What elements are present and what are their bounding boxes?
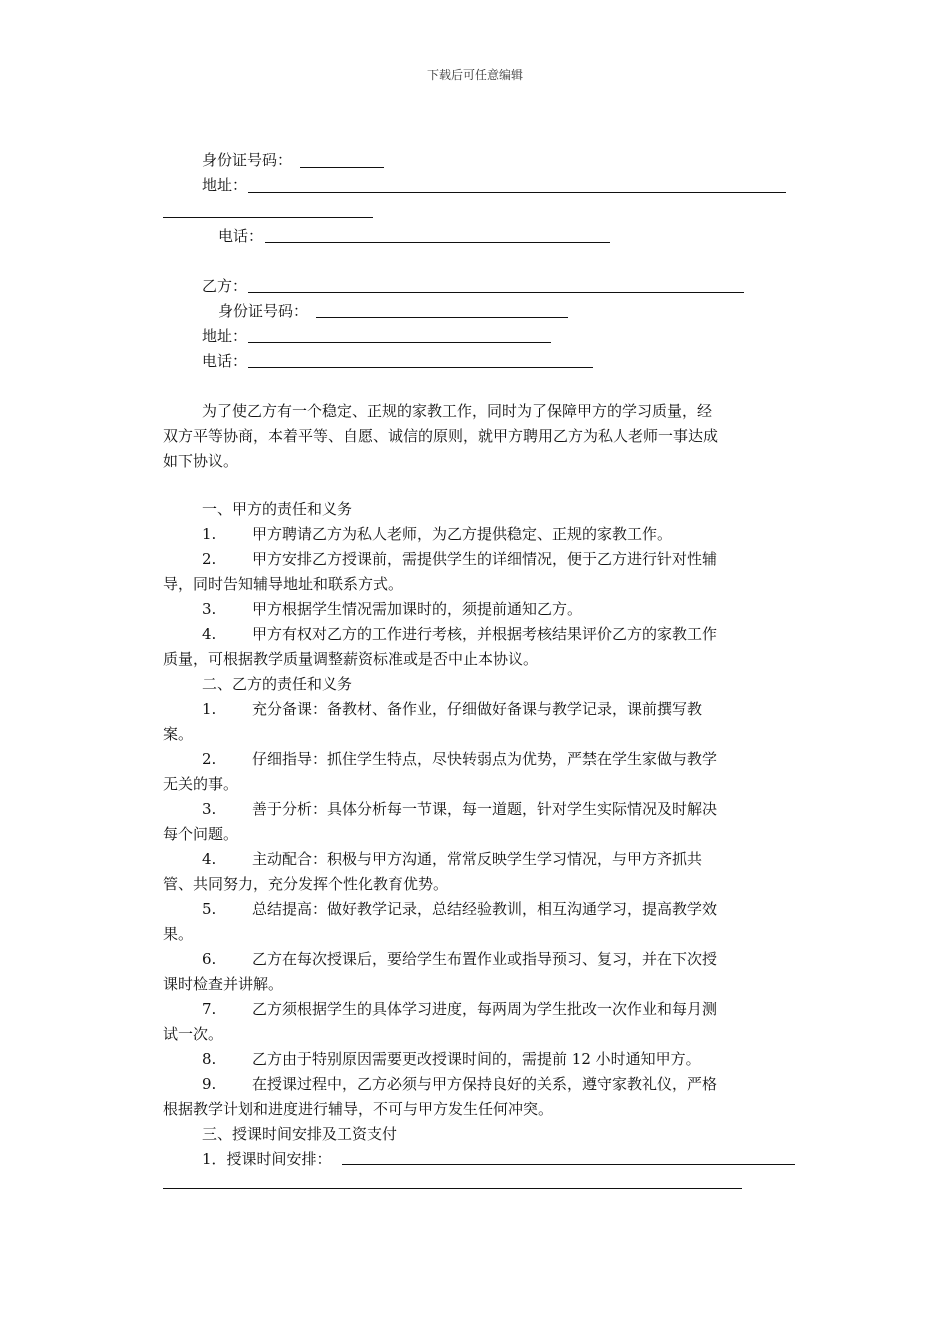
party-b-phone-label: 电话： — [202, 352, 248, 370]
page-header: 下载后可任意编辑 — [426, 68, 523, 82]
list-item — [202, 949, 717, 969]
item-text: 甲方有权对乙方的工作进行考核，并根据考核结果评价乙方的家教工作 — [252, 625, 718, 643]
item-number: 1. — [202, 700, 217, 718]
item-number: 8. — [202, 1050, 217, 1068]
item-number: 9. — [202, 1075, 217, 1093]
item-text: 总结提高：做好教学记录，总结经验教训，相互沟通学习，提高教学效 — [252, 900, 718, 918]
list-item — [202, 599, 582, 619]
preamble-line: 双方平等协商，本着平等、自愿、诚信的原则，就甲方聘用乙方为私人老师一事达成 — [163, 427, 719, 445]
list-item — [202, 1049, 701, 1069]
preamble-line: 如下协议。 — [163, 452, 239, 470]
party-b-id-label: 身份证号码： — [218, 302, 309, 320]
item-text-cont: 导，同时告知辅导地址和联系方式。 — [163, 575, 404, 593]
party-b-name-label: 乙方： — [202, 277, 248, 295]
list-item — [202, 624, 717, 644]
item-text-cont: 试一次。 — [163, 1025, 224, 1043]
schedule-blank[interactable] — [342, 1164, 795, 1165]
list-item — [202, 749, 717, 769]
item-text: 善于分析：具体分析每一节课，每一道题，针对学生实际情况及时解决 — [252, 800, 718, 818]
party-a-id-blank[interactable] — [300, 167, 384, 168]
item-text-cont: 根据教学计划和进度进行辅导，不可与甲方发生任何冲突。 — [163, 1100, 554, 1118]
item-text: 在授课过程中，乙方必须与甲方保持良好的关系，遵守家教礼仪，严格 — [252, 1075, 718, 1093]
party-b-name-blank[interactable] — [248, 292, 744, 293]
list-item — [202, 1074, 717, 1094]
item-text: 乙方须根据学生的具体学习进度，每两周为学生批改一次作业和每月测 — [252, 1000, 718, 1018]
party-a-id-label: 身份证号码： — [202, 151, 293, 169]
item-number: 3. — [202, 800, 217, 818]
preamble-line: 为了使乙方有一个稳定、正规的家教工作，同时为了保障甲方的学习质量，经 — [202, 402, 713, 420]
party-a-phone-blank[interactable] — [265, 242, 610, 243]
item-number: 3. — [202, 600, 217, 618]
item-text: 甲方根据学生情况需加课时的，须提前通知乙方。 — [252, 600, 583, 618]
schedule-blank-cont[interactable] — [163, 1188, 742, 1189]
list-item — [202, 699, 702, 719]
item-number: 6. — [202, 950, 217, 968]
item-text-cont: 案。 — [163, 725, 194, 743]
item-number: 2. — [202, 750, 217, 768]
item-text-cont: 课时检查并讲解。 — [163, 975, 284, 993]
item-text-cont: 无关的事。 — [163, 775, 239, 793]
list-item — [202, 999, 717, 1019]
item-number: 1. — [202, 525, 217, 543]
item-text-cont: 质量，可根据教学质量调整薪资标准或是否中止本协议。 — [163, 650, 539, 668]
item-text: 充分备课：备教材、备作业，仔细做好备课与教学记录，课前撰写教 — [252, 700, 703, 718]
item-number: 4. — [202, 625, 217, 643]
item-number: 5. — [202, 900, 217, 918]
list-item — [202, 849, 702, 869]
list-item — [202, 799, 717, 819]
section-title: 一、甲方的责任和义务 — [202, 500, 353, 518]
item-text: 仔细指导：抓住学生特点，尽快转弱点为优势，严禁在学生家做与教学 — [252, 750, 718, 768]
item-number: 2. — [202, 550, 217, 568]
list-item — [202, 524, 672, 544]
item-text: 主动配合：积极与甲方沟通，常常反映学生学习情况，与甲方齐抓共 — [252, 850, 703, 868]
party-b-address-label: 地址： — [202, 327, 248, 345]
party-a-address-label: 地址： — [202, 176, 248, 194]
list-item — [202, 549, 717, 569]
section-title: 二、乙方的责任和义务 — [202, 675, 353, 693]
list-item — [202, 899, 717, 919]
item-number: 7. — [202, 1000, 217, 1018]
item-text-cont: 果。 — [163, 925, 194, 943]
party-a-address-blank[interactable] — [248, 192, 786, 193]
item-text: 乙方由于特别原因需要更改授课时间的，需提前 12 小时通知甲方。 — [252, 1050, 701, 1068]
party-b-address-blank[interactable] — [248, 342, 551, 343]
item-text-cont: 每个问题。 — [163, 825, 239, 843]
item-text-cont: 管、共同努力，充分发挥个性化教育优势。 — [163, 875, 449, 893]
item-text: 乙方在每次授课后，要给学生布置作业或指导预习、复习，并在下次授 — [252, 950, 718, 968]
schedule-label: 1．授课时间安排： — [202, 1150, 332, 1168]
item-text: 甲方安排乙方授课前，需提供学生的详细情况，便于乙方进行针对性辅 — [252, 550, 718, 568]
item-text: 甲方聘请乙方为私人老师，为乙方提供稳定、正规的家教工作。 — [252, 525, 673, 543]
party-b-phone-blank[interactable] — [248, 367, 593, 368]
party-b-id-blank[interactable] — [316, 317, 568, 318]
party-a-phone-label: 电话： — [218, 227, 264, 245]
item-number: 4. — [202, 850, 217, 868]
section-title: 三、授课时间安排及工资支付 — [202, 1125, 398, 1143]
party-a-address-blank-cont[interactable] — [163, 217, 373, 218]
